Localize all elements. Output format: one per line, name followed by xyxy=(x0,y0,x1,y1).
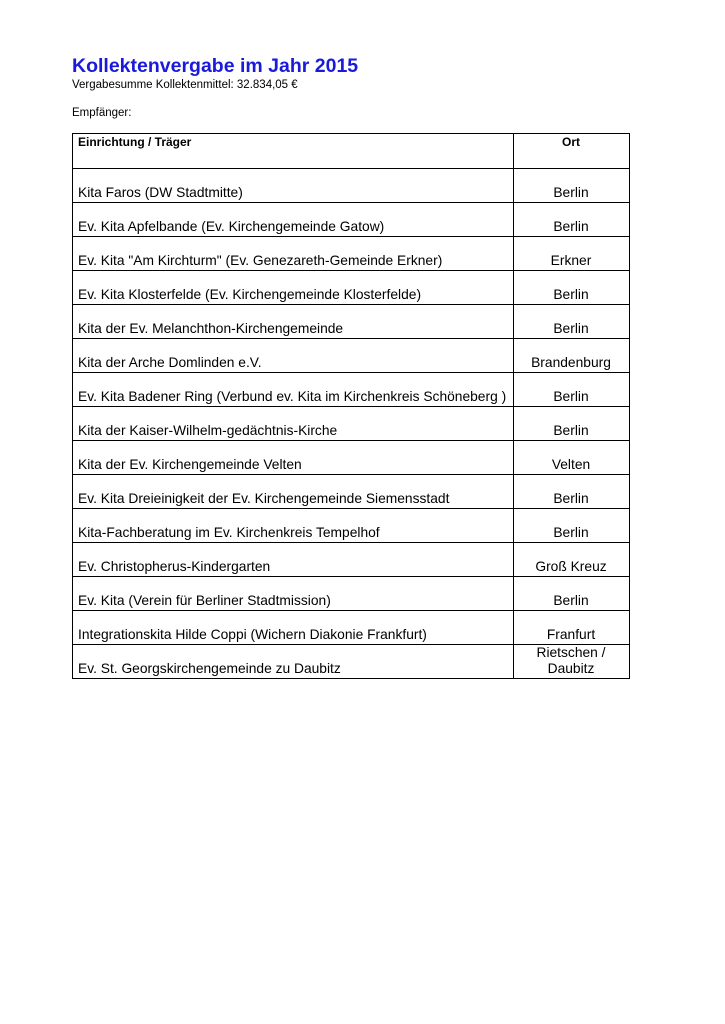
table-row xyxy=(73,441,630,475)
row-einrichtung: Ev. Christopherus-Kindergarten xyxy=(73,543,514,577)
row-ort: Velten xyxy=(514,441,630,475)
row-einrichtung: Kita der Ev. Melanchthon-Kirchengemeinde xyxy=(73,305,514,339)
row-einrichtung: Ev. Kita Apfelbande (Ev. Kirchengemeinde Gatow) xyxy=(73,203,514,237)
row-einrichtung: Integrationskita Hilde Coppi (Wichern Diakonie Frankfurt) xyxy=(73,611,514,645)
row-einrichtung: Ev. Kita Klosterfelde (Ev. Kirchengemeinde Klosterfelde) xyxy=(73,271,514,305)
row-ort: Franfurt xyxy=(514,611,630,645)
row-ort: Berlin xyxy=(514,509,630,543)
row-ort: Berlin xyxy=(514,203,630,237)
row-einrichtung: Kita-Fachberatung im Ev. Kirchenkreis Tempelhof xyxy=(73,509,514,543)
row-einrichtung: Ev. Kita Badener Ring (Verbund ev. Kita im Kirchenkreis Schöneberg ) xyxy=(73,373,514,407)
row-ort: Berlin xyxy=(514,577,630,611)
row-einrichtung: Ev. St. Georgskirchengemeinde zu Daubitz xyxy=(73,645,514,679)
recipients-label: Empfänger: xyxy=(72,107,132,119)
table-row xyxy=(73,543,630,577)
table-row xyxy=(73,237,630,271)
table-row xyxy=(73,339,630,373)
row-einrichtung: Kita der Kaiser-Wilhelm-gedächtnis-Kirche xyxy=(73,407,514,441)
table-row xyxy=(73,509,630,543)
subtitle-total-amount: Vergabesumme Kollektenmittel: 32.834,05 € xyxy=(72,79,298,91)
row-ort: Berlin xyxy=(514,407,630,441)
header-ort: Ort xyxy=(514,134,630,169)
table-header-row xyxy=(73,134,630,169)
row-ort: Berlin xyxy=(514,475,630,509)
table-row xyxy=(73,475,630,509)
page-title: Kollektenvergabe im Jahr 2015 xyxy=(72,55,359,77)
table-row xyxy=(73,305,630,339)
row-ort: Berlin xyxy=(514,305,630,339)
row-ort: Berlin xyxy=(514,271,630,305)
table-row xyxy=(73,203,630,237)
row-ort: Rietschen / Daubitz xyxy=(514,645,630,679)
row-ort: Berlin xyxy=(514,169,630,203)
row-ort: Groß Kreuz xyxy=(514,543,630,577)
row-ort: Brandenburg xyxy=(514,339,630,373)
row-einrichtung: Ev. Kita (Verein für Berliner Stadtmission) xyxy=(73,577,514,611)
table-row xyxy=(73,271,630,305)
table-row xyxy=(73,169,630,203)
header-einrichtung: Einrichtung / Träger xyxy=(73,134,514,169)
table-row xyxy=(73,373,630,407)
row-einrichtung: Ev. Kita "Am Kirchturm" (Ev. Genezareth-Gemeinde Erkner) xyxy=(73,237,514,271)
table-row xyxy=(73,577,630,611)
table-row xyxy=(73,645,630,679)
recipients-table xyxy=(72,133,630,679)
table-body xyxy=(73,169,630,679)
table-row xyxy=(73,611,630,645)
row-einrichtung: Kita Faros (DW Stadtmitte) xyxy=(73,169,514,203)
row-einrichtung: Kita der Ev. Kirchengemeinde Velten xyxy=(73,441,514,475)
table-row xyxy=(73,407,630,441)
row-ort: Berlin xyxy=(514,373,630,407)
row-einrichtung: Kita der Arche Domlinden e.V. xyxy=(73,339,514,373)
row-ort: Erkner xyxy=(514,237,630,271)
row-einrichtung: Ev. Kita Dreieinigkeit der Ev. Kirchengemeinde Siemensstadt xyxy=(73,475,514,509)
